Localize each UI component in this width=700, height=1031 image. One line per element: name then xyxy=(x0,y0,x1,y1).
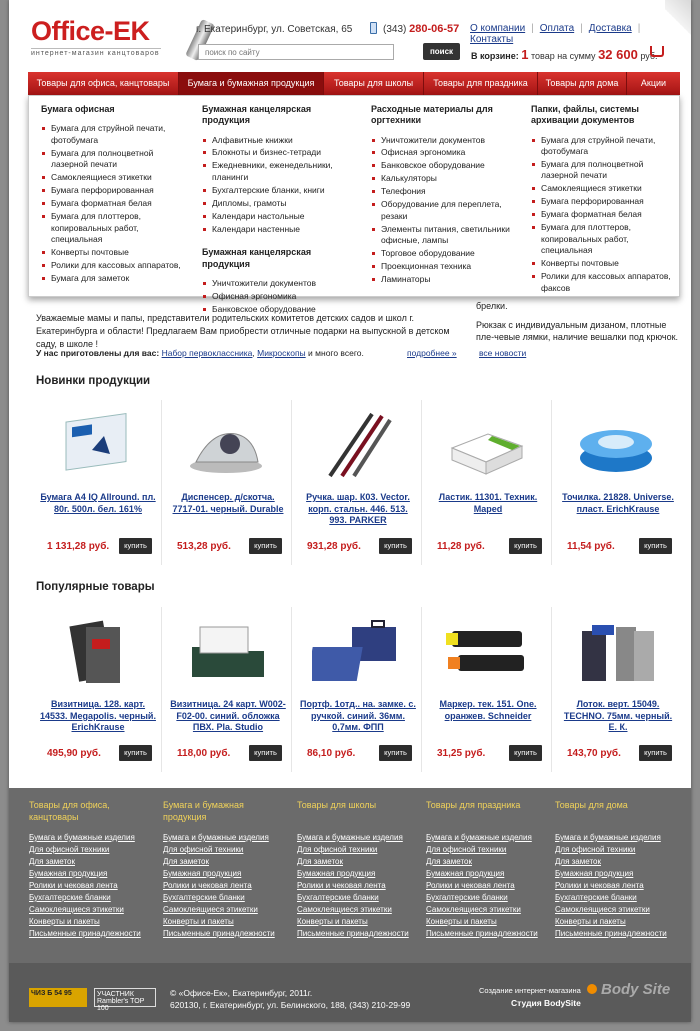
product-price: 931,28 руб. xyxy=(307,541,361,552)
dropdown-item[interactable]: Ролики для кассовых аппаратов, xyxy=(41,260,191,271)
dropdown-item[interactable]: Календари настенные xyxy=(202,224,352,235)
footer-link[interactable]: Для офисной техники xyxy=(555,845,636,854)
footer-link[interactable]: Самоклеящиеся этикетки xyxy=(29,905,124,914)
briefcase-image[interactable] xyxy=(312,617,400,687)
dropdown-item[interactable]: Бумага форматная белая xyxy=(41,198,191,209)
product-price: 143,70 руб. xyxy=(567,748,621,759)
dropdown-col-folders xyxy=(531,104,671,296)
product-card xyxy=(552,400,682,565)
product-price: 1 131,28 руб. xyxy=(47,541,110,552)
product-title[interactable]: Ластик. 11301. Техник. Maped xyxy=(438,492,538,514)
footer-link[interactable]: Для заметок xyxy=(163,857,209,866)
menu-office[interactable]: Товары для офиса, канцтовары xyxy=(28,72,179,95)
footer-link[interactable]: Письменные принадлежности xyxy=(29,929,141,938)
more-link[interactable]: подробнее » xyxy=(407,348,457,358)
dropdown-item[interactable]: Бумага форматная белая xyxy=(531,209,671,220)
product-title[interactable]: Диспенсер. д/скотча. 7717-01. черный. Durable xyxy=(172,492,284,514)
footer-link[interactable]: Ролики и чековая лента xyxy=(426,881,515,890)
dropdown-item[interactable]: Телефония xyxy=(371,186,516,197)
footer-link[interactable]: Письменные принадлежности xyxy=(555,929,667,938)
address: г. Екатеринбург, ул. Советская, 65 xyxy=(196,24,353,35)
footer-link[interactable]: Самоклеящиеся этикетки xyxy=(426,905,521,914)
product-price: 495,90 руб. xyxy=(47,748,101,759)
footer-link[interactable]: Для офисной техники xyxy=(163,845,244,854)
main-menu xyxy=(28,72,680,95)
copyright xyxy=(170,987,410,1012)
card-holder-image[interactable] xyxy=(52,617,140,687)
phone-icon xyxy=(370,22,377,34)
product-price: 31,25 руб. xyxy=(437,748,486,759)
footer-link[interactable]: Самоклеящиеся этикетки xyxy=(163,905,258,914)
footer-col-paper xyxy=(163,800,288,940)
file-tray-image[interactable] xyxy=(572,617,660,687)
dropdown-item[interactable]: Конверты почтовые xyxy=(531,258,671,269)
footer-link[interactable]: Бухгалтерские бланки xyxy=(29,893,111,902)
footer xyxy=(9,788,691,963)
dropdown-item[interactable]: Оборудование для переплета, резаки xyxy=(371,199,516,222)
studio-name: Студия BodySite xyxy=(511,998,581,1008)
footer-link[interactable]: Конверты и пакеты xyxy=(555,917,626,926)
cart-icon[interactable] xyxy=(650,46,664,57)
promo-right-text: Рюкзак с индивидуальным дизаном, плотные пле-чевые лямки, наличие вешалки под крючок. xyxy=(476,319,679,343)
dropdown-item[interactable]: Проекционная техника xyxy=(371,261,516,272)
footer-link[interactable]: Конверты и пакеты xyxy=(163,917,234,926)
nav-about[interactable]: О компании xyxy=(470,23,526,34)
dropdown-item[interactable]: Бумага для плоттеров, копировальных работ, специальная xyxy=(41,211,191,245)
footer-col-home xyxy=(555,800,680,940)
dropdown-heading: Бумажная канцелярская продукция xyxy=(202,247,312,269)
dropdown-item[interactable]: Бумага для заметок xyxy=(41,273,191,284)
new-products-title: Новинки продукции xyxy=(36,375,151,387)
dropdown-item[interactable]: Ламинаторы xyxy=(371,274,516,285)
dropdown-item[interactable]: Элементы питания, светильники офисные, лампы xyxy=(371,224,516,247)
dropdown-item[interactable]: Ролики для кассовых аппаратов, факсов xyxy=(531,271,671,294)
footer-link[interactable]: Бухгалтерские бланки xyxy=(426,893,508,902)
footer-link[interactable]: Бумажная продукция xyxy=(426,869,505,878)
buy-button[interactable]: купить xyxy=(509,538,542,554)
footer-link[interactable]: Для заметок xyxy=(29,857,75,866)
footer-link[interactable]: Бухгалтерские бланки xyxy=(297,893,379,902)
sharpener-image[interactable] xyxy=(572,410,660,480)
footer-link[interactable]: Для офисной техники xyxy=(297,845,378,854)
eraser-image[interactable] xyxy=(442,410,530,480)
product-title[interactable]: Визитница. 128. карт. 14533. Megapolis. черный. ErichKrause xyxy=(40,699,156,733)
footer-heading[interactable]: Товары для праздника xyxy=(426,800,521,810)
menu-home[interactable]: Товары для дома xyxy=(538,72,627,95)
dropdown-item[interactable]: Офисная эргономика xyxy=(371,147,516,158)
link-first-grader-set[interactable]: Набор первоклассника xyxy=(161,348,253,358)
product-card xyxy=(422,400,552,565)
bodysite-dot-icon xyxy=(587,984,597,994)
menu-school[interactable]: Товары для школы xyxy=(324,72,424,95)
footer-heading[interactable]: Бумага и бумажная продукция xyxy=(163,800,244,822)
dropdown-heading: Расходные материалы для оргтехники xyxy=(371,104,493,126)
footer-col-school xyxy=(297,800,422,940)
footer-link[interactable]: Письменные принадлежности xyxy=(426,929,538,938)
phone: (343) 280-06-57 xyxy=(383,23,460,35)
footer-heading[interactable]: Товары для школы xyxy=(297,800,377,810)
all-news-link[interactable]: все новости xyxy=(479,348,527,358)
studio-caption: Создание интернет-магазина xyxy=(479,986,581,995)
dropdown-item[interactable]: Бумага для струйной печати, фотобумага xyxy=(531,135,671,158)
menu-sales[interactable]: Акции xyxy=(640,78,667,88)
promo-text: Уважаемые мамы и папы, представители родительских комитетов детских садов и школ г. Екатеринбурга и области! Предлагаем Вам приобрести отличные подарки на выпускной в детском саду, в школе ! xyxy=(36,313,450,350)
bodysite-logo-text: Body Site xyxy=(601,981,671,998)
dropdown-heading: Папки, файлы, системы архивации документов xyxy=(531,104,639,126)
footer-heading[interactable]: Товары для офиса, канцтовары xyxy=(29,800,110,822)
dropdown-item[interactable]: Календари настольные xyxy=(202,211,352,222)
menu-paper[interactable]: Бумага и бумажная продукция xyxy=(179,72,324,95)
dropdown-item[interactable]: Бумага для струйной печати, фотобумага xyxy=(41,123,191,146)
product-price: 11,28 руб. xyxy=(437,541,485,552)
company-address: 620130, г. Екатеринбург, ул. Белинского, 188, (343) 210-29-99 xyxy=(170,1000,411,1011)
footer-link[interactable]: Самоклеящиеся этикетки xyxy=(297,905,392,914)
bodysite-logo[interactable] xyxy=(587,981,677,1011)
popular-products-grid xyxy=(32,607,682,772)
footer-link[interactable]: Бухгалтерские бланки xyxy=(555,893,637,902)
search-input[interactable] xyxy=(198,44,394,60)
top-nav: О компании | Оплата | Доставка |Контакты xyxy=(470,23,641,45)
product-title[interactable]: Портф. 1отд.. на. замке. с. ручкой. синий. 36мм. 0,7мм. ФПП xyxy=(300,699,416,733)
buy-button[interactable]: купить xyxy=(249,745,282,761)
footer-link[interactable]: Для офисной техники xyxy=(29,845,110,854)
product-card xyxy=(162,400,292,565)
footer-link[interactable]: Бумага и бумажные изделия xyxy=(555,833,661,842)
paper-pack-image[interactable] xyxy=(52,410,140,480)
buy-button[interactable]: купить xyxy=(379,538,412,554)
footer-link[interactable]: Письменные принадлежности xyxy=(163,929,275,938)
new-products-grid xyxy=(32,400,682,565)
dropdown-item[interactable]: Самоклеящиеся этикетки xyxy=(531,183,671,194)
dropdown-item[interactable]: Блокноты и бизнес-тетради xyxy=(202,147,352,158)
dropdown-col-consumables xyxy=(371,104,516,287)
footer-heading[interactable]: Товары для дома xyxy=(555,800,628,810)
dropdown-item[interactable]: Бумага для плоттеров, копировальных работ, специальная xyxy=(531,222,671,256)
footer-link[interactable]: Бумага и бумажные изделия xyxy=(426,833,532,842)
buy-button[interactable]: купить xyxy=(119,538,152,554)
logo[interactable] xyxy=(31,18,191,64)
buy-button[interactable]: купить xyxy=(639,538,672,554)
popular-products-title: Популярные товары xyxy=(36,581,155,593)
footer-col-holiday xyxy=(426,800,551,940)
footer-link[interactable]: Бумажная продукция xyxy=(29,869,108,878)
footer-link[interactable]: Бумага и бумажные изделия xyxy=(29,833,135,842)
product-title[interactable]: Бумага А4 IQ Allround. пл. 80г. 500л. бел. 161% xyxy=(40,492,156,514)
nav-payment[interactable]: Оплата xyxy=(539,23,575,34)
product-card xyxy=(32,400,162,565)
footer-link[interactable]: Для офисной техники xyxy=(426,845,507,854)
product-price: 513,28 руб. xyxy=(177,541,231,552)
product-price: 118,00 руб. xyxy=(177,748,231,759)
dropdown-heading: Бумага офисная xyxy=(41,104,115,114)
footer-link[interactable]: Бумага и бумажные изделия xyxy=(297,833,403,842)
footer-link[interactable]: Письменные принадлежности xyxy=(297,929,409,938)
footer-link[interactable]: Бумажная продукция xyxy=(163,869,242,878)
product-price: 11,54 руб. xyxy=(567,541,615,552)
dropdown-item[interactable]: Бумага для полноцветной лазерной печати xyxy=(41,148,191,171)
copyright-text: © «Офисе-Ек», Екатеринбург, 2011г. xyxy=(170,988,313,998)
product-title[interactable]: Лоток. верт. 15049. TECHNO. 75мм. черный. Е. К. xyxy=(563,699,673,733)
menu-holiday[interactable]: Товары для праздника xyxy=(424,72,538,95)
footer-link[interactable]: Бумажная продукция xyxy=(297,869,376,878)
promo-right-top: брелки. xyxy=(476,301,508,311)
buy-button[interactable]: купить xyxy=(639,745,672,761)
bottom-bar xyxy=(9,963,691,1022)
dropdown-col-office-paper xyxy=(41,104,191,286)
pen-image[interactable] xyxy=(312,410,400,480)
footer-link[interactable]: Для заметок xyxy=(297,857,343,866)
footer-link[interactable]: Для заметок xyxy=(426,857,472,866)
prepared-label: У нас приготовлены для вас: xyxy=(36,348,160,358)
nav-delivery[interactable]: Доставка xyxy=(588,23,632,34)
footer-link[interactable]: Ролики и чековая лента xyxy=(555,881,644,890)
cart-summary[interactable]: В корзине: 1 товар на сумму 32 600 руб. xyxy=(471,47,658,62)
dropdown-item[interactable]: Ежедневники, еженедельники, планинги xyxy=(202,160,352,183)
footer-link[interactable]: Ролики и чековая лента xyxy=(297,881,386,890)
footer-link[interactable]: Бухгалтерские бланки xyxy=(163,893,245,902)
dropdown-col-stationery xyxy=(202,104,352,317)
dropdown-item[interactable]: Бумага перфорированная xyxy=(531,196,671,207)
product-card xyxy=(292,400,422,565)
footer-link[interactable]: Конверты и пакеты xyxy=(297,917,368,926)
product-card xyxy=(422,607,552,772)
counter-badge[interactable]: ЧИЗ Б 54 95 xyxy=(29,988,87,1007)
tape-dispenser-image[interactable] xyxy=(182,410,270,480)
footer-link[interactable]: Бумага и бумажные изделия xyxy=(163,833,269,842)
buy-button[interactable]: купить xyxy=(379,745,412,761)
header xyxy=(9,0,691,72)
dropdown-item[interactable]: Конверты почтовые xyxy=(41,247,191,258)
product-card xyxy=(162,607,292,772)
prepared-tail: и много всего. xyxy=(308,348,364,358)
product-title[interactable]: Точилка. 21828. Universe. пласт. ErichKrause xyxy=(562,492,674,514)
dropdown-item[interactable]: Уничтожители документов xyxy=(371,135,516,146)
product-card xyxy=(552,607,682,772)
dropdown-item[interactable]: Калькуляторы xyxy=(371,173,516,184)
footer-link[interactable]: Для заметок xyxy=(555,857,601,866)
promo-right xyxy=(476,300,681,344)
studio-credit[interactable] xyxy=(479,985,581,1011)
link-microscopes[interactable]: Микроскопы xyxy=(257,348,306,358)
dropdown-item[interactable]: Бухгалтерские бланки, книги xyxy=(202,185,352,196)
product-price: 86,10 руб. xyxy=(307,748,356,759)
dropdown-item[interactable]: Бумага перфорированная xyxy=(41,185,191,196)
dropdown-item[interactable]: Банковское оборудование xyxy=(371,160,516,171)
dropdown-item[interactable]: Торговое оборудование xyxy=(371,248,516,259)
buy-button[interactable]: купить xyxy=(119,745,152,761)
rambler-top100-badge[interactable]: УЧАСТНИК Rambler's TOP 100 xyxy=(94,988,156,1007)
page-curl xyxy=(665,0,691,44)
footer-link[interactable]: Конверты и пакеты xyxy=(29,917,100,926)
footer-link[interactable]: Ролики и чековая лента xyxy=(163,881,252,890)
footer-link[interactable]: Ролики и чековая лента xyxy=(29,881,118,890)
card-holder-image[interactable] xyxy=(182,617,270,687)
search-button[interactable]: поиск xyxy=(423,43,460,60)
dropdown-item[interactable]: Бумага для полноцветной лазерной печати xyxy=(531,159,671,182)
dropdown-item[interactable]: Самоклеящиеся этикетки xyxy=(41,172,191,183)
marker-image[interactable] xyxy=(442,617,530,687)
logo-text: Office-EK xyxy=(31,16,150,46)
dropdown-item[interactable]: Дипломы, грамоты xyxy=(202,198,352,209)
dropdown-item[interactable]: Алфавитные книжки xyxy=(202,135,352,146)
dropdown-item[interactable]: Уничтожители документов xyxy=(202,278,352,289)
prepared-line: У нас приготовлены для вас: Набор первоклассника, Микроскопы и много всего. xyxy=(36,348,364,358)
footer-link[interactable]: Самоклеящиеся этикетки xyxy=(555,905,650,914)
product-title[interactable]: Визитница. 24 карт. W002-F02-00. синий. обложка ПВХ. Pla. Studio xyxy=(170,699,286,733)
footer-link[interactable]: Конверты и пакеты xyxy=(426,917,497,926)
footer-link[interactable]: Бумажная продукция xyxy=(555,869,634,878)
dropdown-heading: Бумажная канцелярская продукция xyxy=(202,104,312,126)
product-card xyxy=(32,607,162,772)
product-title[interactable]: Ручка. шар. К03. Vector. корп. стальн. 446. 513. 993. PARKER xyxy=(306,492,410,526)
buy-button[interactable]: купить xyxy=(249,538,282,554)
dropdown-item[interactable]: Банковское оборудование xyxy=(202,304,352,315)
logo-subtitle: интернет-магазин канцтоваров xyxy=(31,50,160,57)
nav-contacts[interactable]: Контакты xyxy=(470,34,514,45)
buy-button[interactable]: купить xyxy=(509,745,542,761)
product-card xyxy=(292,607,422,772)
product-title[interactable]: Маркер. тек. 151. One. оранжев. Schneider xyxy=(439,699,537,721)
dropdown-item[interactable]: Офисная эргономика xyxy=(202,291,352,302)
footer-col-office xyxy=(29,800,154,940)
